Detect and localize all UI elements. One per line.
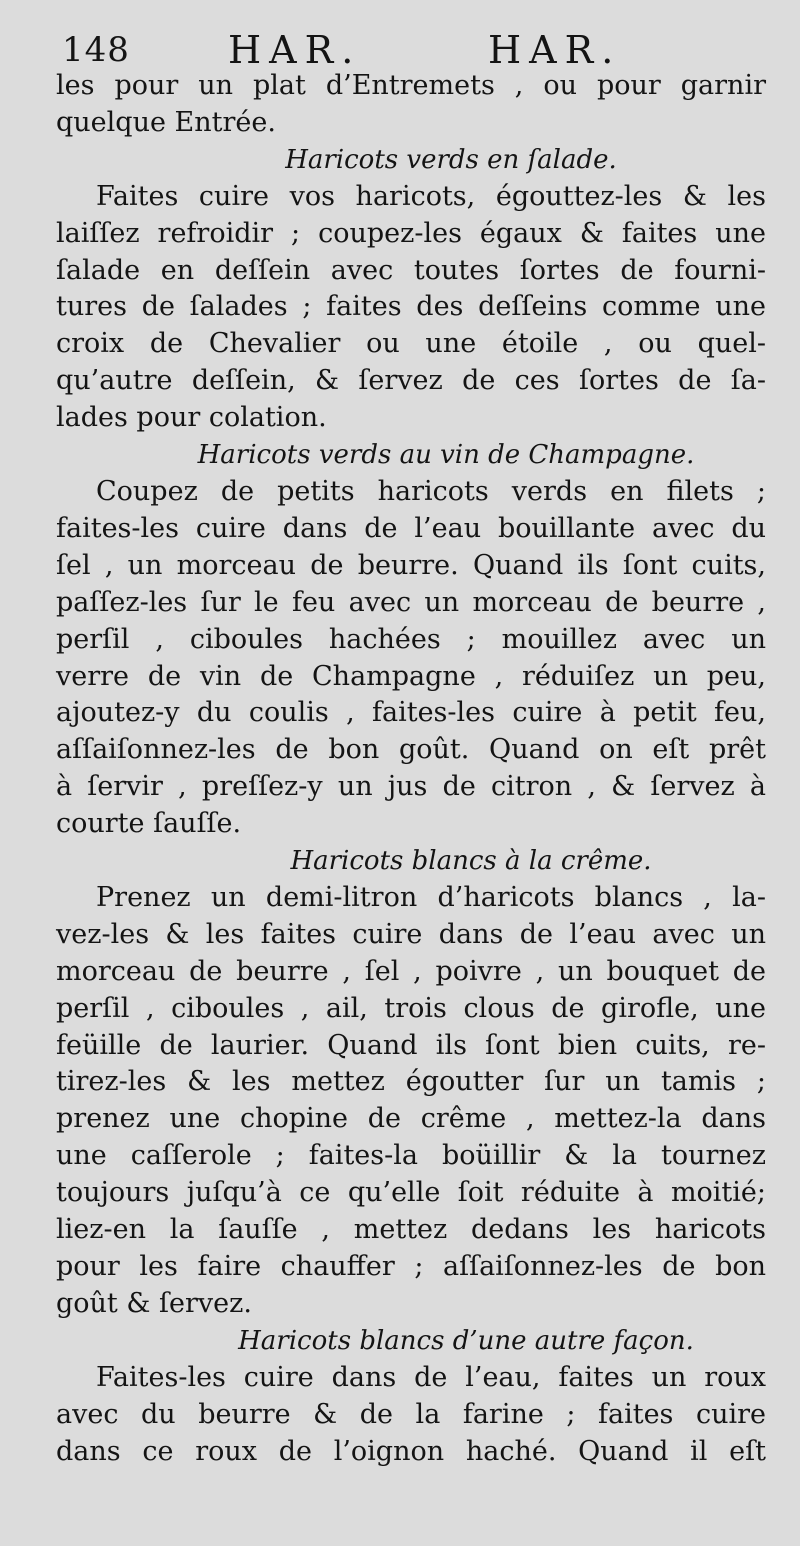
- text-line: courte ſauſſe.: [56, 808, 242, 840]
- text-line: croix de Chevalier ou une étoile , ou quel-: [56, 328, 766, 360]
- text-line: liez-en la ſauſſe , mettez dedans les haricots: [56, 1214, 766, 1246]
- text-line: les pour un plat d’Entremets , ou pour garnir: [56, 70, 766, 101]
- text-line: dans ce roux de l’oignon haché. Quand il eſt: [56, 1435, 766, 1467]
- recipe-heading: Haricots blancs à la crême.: [290, 846, 652, 877]
- text-line: pour les faire chauffer ; aſſaiſonnez-les de bon: [56, 1251, 766, 1282]
- text-line: paſſez-les ſur le feu avec un morceau de beurre ,: [56, 586, 766, 618]
- text-line: faites-les cuire dans de l’eau bouillante avec du: [56, 512, 766, 544]
- text-line: tirez-les & les mettez égoutter ſur un tamis ;: [56, 1066, 766, 1098]
- text-line: tures de ſalades ; faites des deſſeins comme une: [56, 291, 766, 323]
- text-line: quelque Entrée.: [56, 106, 276, 138]
- recipe-heading: Haricots verds en ſalade.: [285, 144, 617, 175]
- text-line: ajoutez-y du coulis , faites-les cuire à petit feu,: [56, 697, 766, 729]
- text-line: Coupez de petits haricots verds en filets ;: [96, 475, 766, 507]
- running-head: [56, 28, 766, 72]
- page-number: 148: [62, 30, 130, 70]
- text-line: goût & ſervez.: [56, 1287, 252, 1319]
- text-line: ſalade en deſſein avec toutes ſortes de fourni-: [56, 254, 766, 286]
- recipe-heading: Haricots verds au vin de Champagne.: [197, 440, 695, 471]
- text-line: morceau de beurre , ſel , poivre , un bouquet de: [56, 955, 766, 987]
- text-line: Prenez un demi-litron d’haricots blancs , la-: [96, 881, 766, 913]
- text-line: une caſſerole ; faites-la boüillir & la tournez: [56, 1140, 766, 1172]
- text-line: avec du beurre & de la farine ; faites cuire: [56, 1398, 766, 1430]
- text-line: verre de vin de Champagne , réduiſez un peu,: [56, 660, 766, 692]
- text-line: lades pour colation.: [56, 402, 327, 434]
- text-line: vez-les & les faites cuire dans de l’eau avec un: [56, 918, 766, 950]
- text-line: Faites cuire vos haricots, égouttez-les & les: [96, 180, 766, 212]
- body-text: [56, 68, 766, 1470]
- text-line: à ſervir , preſſez-y un jus de citron , & ſervez à: [56, 771, 766, 803]
- text-line: ſel , un morceau de beurre. Quand ils ſont cuits,: [56, 549, 766, 581]
- text-line: toujours juſqu’à ce qu’elle ſoit réduite à moitié;: [56, 1177, 766, 1209]
- text-line: qu’autre deſſein, & ſervez de ces ſortes de ſa-: [56, 365, 766, 397]
- text-line: perſil , ciboules hachées ; mouillez avec un: [56, 623, 766, 655]
- text-line: Faites-les cuire dans de l’eau, faites un roux: [96, 1361, 766, 1393]
- running-head-left: HAR.: [228, 28, 362, 72]
- text-line: feüille de laurier. Quand ils ſont bien cuits, re-: [56, 1029, 766, 1061]
- recipe-heading: Haricots blancs d’une autre façon.: [238, 1325, 694, 1356]
- running-head-right: HAR.: [488, 28, 622, 72]
- text-line: aſſaiſonnez-les de bon goût. Quand on eſt prêt: [56, 734, 766, 766]
- text-line: laiſſez refroidir ; coupez-les égaux & faites une: [56, 217, 766, 249]
- text-line: prenez une chopine de crême , mettez-la dans: [56, 1103, 766, 1135]
- text-line: perſil , ciboules , ail, trois clous de girofle, une: [56, 992, 766, 1024]
